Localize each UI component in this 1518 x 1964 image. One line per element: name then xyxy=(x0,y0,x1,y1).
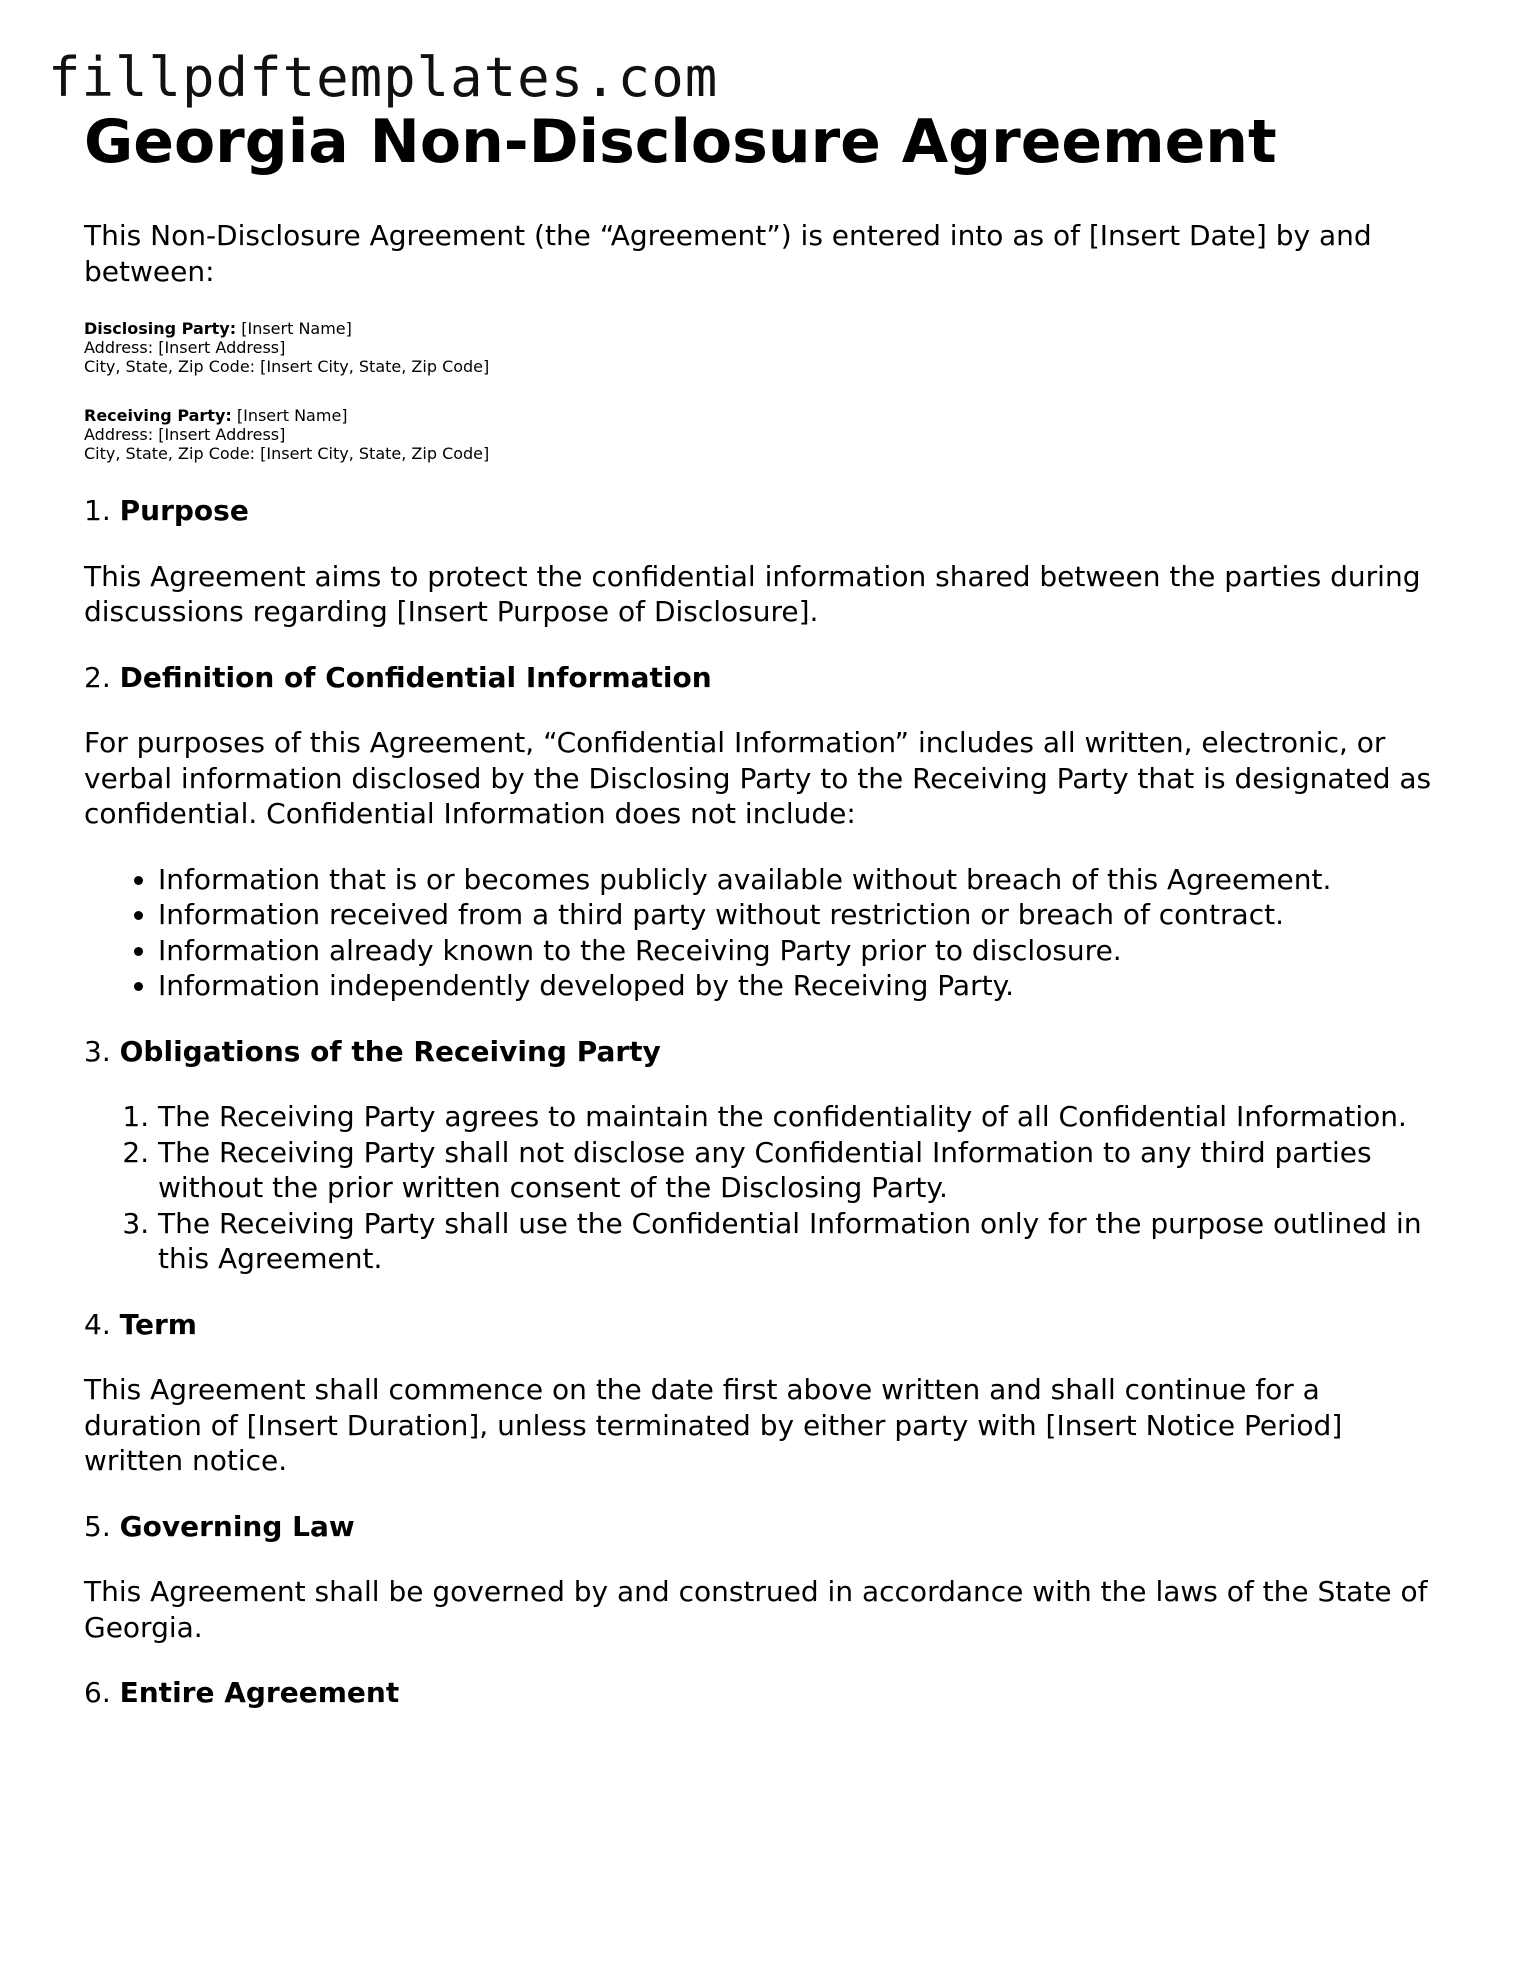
governing-law-paragraph: This Agreement shall be governed by and construed in accordance with the laws of the State of Georgia. xyxy=(84,1575,1428,1644)
list-item: 1. The Receiving Party agrees to maintain the confidentiality of all Confidential Information. xyxy=(158,1099,1444,1135)
receiving-party-name: [Insert Name] xyxy=(231,406,348,425)
disclosing-party-label: Disclosing Party: xyxy=(84,319,237,338)
section-title: Obligations of the Receiving Party xyxy=(119,1034,661,1068)
disclosing-party-city: City, State, Zip Code: [Insert City, State, Zip Code] xyxy=(84,357,490,376)
intro-paragraph: This Non-Disclosure Agreement (the “Agreement”) is entered into as of [Insert Date] by and between: xyxy=(84,219,1372,288)
receiving-party-block xyxy=(84,406,1444,463)
page-title: Georgia Non-Disclosure Agreement xyxy=(84,107,1277,177)
obligations-list xyxy=(84,1099,1444,1277)
disclosing-party-block xyxy=(84,319,1444,376)
receiving-party-address: Address: [Insert Address] xyxy=(84,425,286,444)
section-number: 5. xyxy=(84,1509,120,1543)
list-item: 3. The Receiving Party shall use the Confidential Information only for the purpose outlined in this Agreement. xyxy=(158,1206,1444,1277)
list-item: • Information received from a third party without restriction or breach of contract. xyxy=(158,897,1444,933)
definition-paragraph: For purposes of this Agreement, “Confidential Information” includes all written, electronic, or verbal information disclosed by the Disclosing Party to the Receiving Party that is designated as confidential. Confidential Information does not include: xyxy=(84,726,1432,830)
section-heading-term xyxy=(84,1307,1444,1343)
section-heading-entire-agreement xyxy=(84,1675,1444,1711)
section-heading-governing-law xyxy=(84,1509,1444,1545)
list-item: 2. The Receiving Party shall not disclose any Confidential Information to any third parties without the prior written consent of the Disclosing Party. xyxy=(158,1135,1444,1206)
section-number: 3. xyxy=(84,1034,120,1068)
list-item: • Information that is or becomes publicly available without breach of this Agreement. xyxy=(158,862,1444,898)
receiving-party-label: Receiving Party: xyxy=(84,406,232,425)
section-title: Governing Law xyxy=(119,1509,355,1543)
section-title: Term xyxy=(119,1307,197,1341)
section-heading-definition xyxy=(84,660,1444,696)
section-number: 1. xyxy=(84,494,120,527)
section-number: 4. xyxy=(84,1307,120,1341)
disclosing-party-name: [Insert Name] xyxy=(236,319,352,338)
section-title: Entire Agreement xyxy=(119,1676,400,1709)
purpose-paragraph: This Agreement aims to protect the confidential information shared between the parties during discussions regarding [Insert Purpose of Disclosure]. xyxy=(84,559,1421,628)
receiving-party-city: City, State, Zip Code: [Insert City, State, Zip Code] xyxy=(84,444,490,463)
section-number: 2. xyxy=(84,660,120,694)
disclosing-party-address: Address: [Insert Address] xyxy=(84,338,286,357)
receiving-party-line xyxy=(84,406,1444,425)
list-item: • Information already known to the Receiving Party prior to disclosure. xyxy=(158,933,1444,969)
document-body xyxy=(84,100,1444,1711)
disclosing-party-line xyxy=(84,319,1444,338)
section-title: Purpose xyxy=(119,494,249,527)
site-watermark: fillpdftemplates.com xyxy=(48,46,719,109)
section-heading-purpose xyxy=(84,493,1444,529)
section-number: 6. xyxy=(84,1676,120,1709)
term-paragraph: This Agreement shall commence on the date first above written and shall continue for a duration of [Insert Duration], unless terminated by either party with [Insert Notice Period] written notice. xyxy=(84,1373,1343,1477)
list-item: • Information independently developed by the Receiving Party. xyxy=(158,968,1444,1004)
section-title: Definition of Confidential Information xyxy=(119,660,712,694)
section-heading-obligations xyxy=(84,1034,1444,1070)
exclusions-list xyxy=(84,862,1444,1004)
